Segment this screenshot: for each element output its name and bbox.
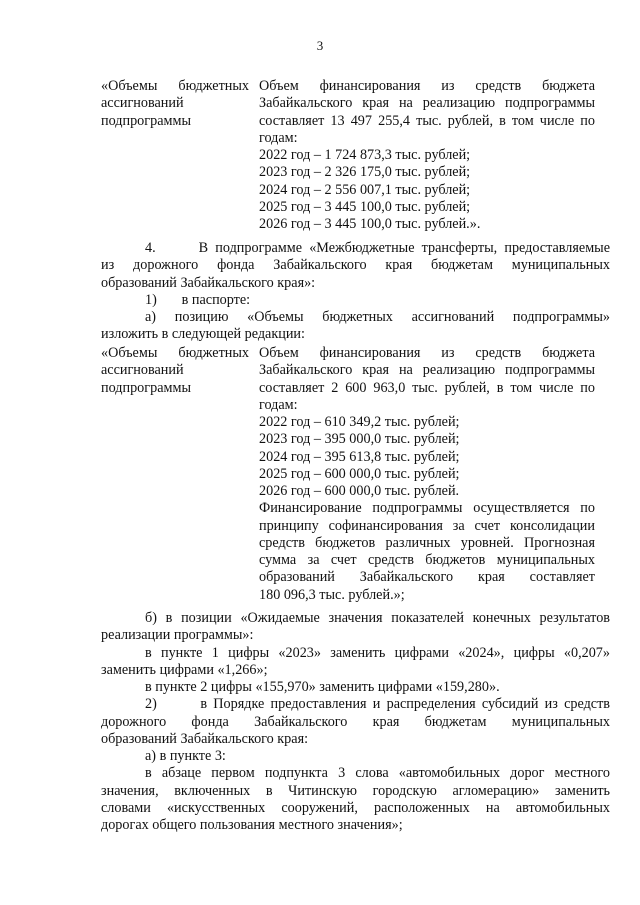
table1-value-line: 2024 год – 2 556 007,1 тыс. рублей;: [259, 181, 471, 198]
table1-value-line: 2026 год – 3 445 100,0 тыс. рублей.».: [259, 216, 481, 232]
table2-value-line: составляет 2 600 963,0 тыс. рублей, в том числе по: [259, 379, 595, 396]
paragraph-line: 1) в паспорте:: [145, 291, 251, 308]
table2-value-line: 2022 год – 610 349,2 тыс. рублей;: [259, 414, 460, 430]
table1-value-line: Забайкальского края на реализацию подпрограммы: [259, 95, 595, 112]
table1-label-line: ассигнований: [101, 95, 184, 112]
table2-value-line: 2023 год – 395 000,0 тыс. рублей;: [259, 431, 460, 448]
table2-value-line: принципу софинансирования за счет консолидации: [259, 517, 595, 534]
paragraph-line: а) позицию «Объемы бюджетных ассигнований подпрограммы»: [145, 309, 610, 325]
table2-label-line: ассигнований: [101, 362, 184, 379]
table2-value-line: 180 096,3 тыс. рублей.»;: [259, 586, 405, 603]
table2-value-line: средств бюджетов различных уровней. Прогнозная: [259, 534, 595, 551]
table2-value-line: Объем финансирования из средств бюджета: [259, 345, 595, 361]
paragraph-line: дорожного фонда Забайкальского края бюджетам муниципальных: [101, 713, 610, 730]
paragraph-line: заменить цифрами «1,266»;: [101, 661, 268, 678]
table2-value-line: Финансирование подпрограммы осуществляется по: [259, 500, 595, 517]
paragraph-line: в пункте 1 цифры «2023» заменить цифрами «2024», цифры «0,207»: [145, 644, 610, 661]
paragraph-line: значения, включенных в Читинскую городскую агломерацию» заменить: [101, 782, 610, 799]
table2-value-line: Забайкальского края на реализацию подпрограммы: [259, 362, 595, 379]
table2-value-line: сумма за счет средств бюджетов муниципальных: [259, 552, 595, 568]
paragraph-line: изложить в следующей редакции:: [101, 326, 305, 343]
paragraph-line: 4. В подпрограмме «Межбюджетные трансферты, предоставляемые: [145, 240, 610, 256]
table1-value-line: годам:: [259, 129, 298, 146]
paragraph-line: в абзаце первом подпункта 3 слова «автомобильных дорог местного: [145, 765, 610, 782]
table1-value-line: 2023 год – 2 326 175,0 тыс. рублей;: [259, 164, 471, 181]
table2-value-line: образований Забайкальского края составляет: [259, 569, 595, 586]
paragraph-line: а) в пункте 3:: [145, 748, 226, 764]
paragraph-line: реализации программы»:: [101, 627, 254, 644]
table2-value-line: 2024 год – 395 613,8 тыс. рублей;: [259, 448, 460, 465]
paragraph-line: словами «искусственных сооружений, расположенных на автомобильных: [101, 799, 610, 816]
table2-label-line: «Объемы бюджетных: [101, 345, 249, 361]
paragraph-line: из дорожного фонда Забайкальского края бюджетам муниципальных: [101, 257, 610, 274]
table2-label-line: подпрограммы: [101, 379, 191, 396]
page-number: 3: [316, 38, 324, 53]
table1-value-line: 2022 год – 1 724 873,3 тыс. рублей;: [259, 147, 471, 163]
table1-value-line: составляет 13 497 255,4 тыс. рублей, в том числе по: [259, 112, 595, 129]
table1-label-line: «Объемы бюджетных: [101, 78, 249, 94]
paragraph-line: образований Забайкальского края:: [101, 730, 309, 747]
table1-value-line: 2025 год – 3 445 100,0 тыс. рублей;: [259, 198, 471, 215]
paragraph-line: дорогах общего пользования местного значения»;: [101, 817, 403, 833]
table2-value-line: 2026 год – 600 000,0 тыс. рублей.: [259, 483, 460, 499]
paragraph-line: образований Забайкальского края»:: [101, 274, 316, 291]
paragraph-line: 2) в Порядке предоставления и распределения субсидий из средств: [145, 696, 610, 713]
paragraph-line: в пункте 2 цифры «155,970» заменить цифрами «159,280».: [145, 679, 500, 695]
table1-label-line: подпрограммы: [101, 112, 191, 129]
table2-value-line: 2025 год – 600 000,0 тыс. рублей;: [259, 465, 460, 482]
table2-value-line: годам:: [259, 396, 298, 413]
table1-value-line: Объем финансирования из средств бюджета: [259, 78, 595, 94]
paragraph-line: б) в позиции «Ожидаемые значения показателей конечных результатов: [145, 610, 610, 626]
